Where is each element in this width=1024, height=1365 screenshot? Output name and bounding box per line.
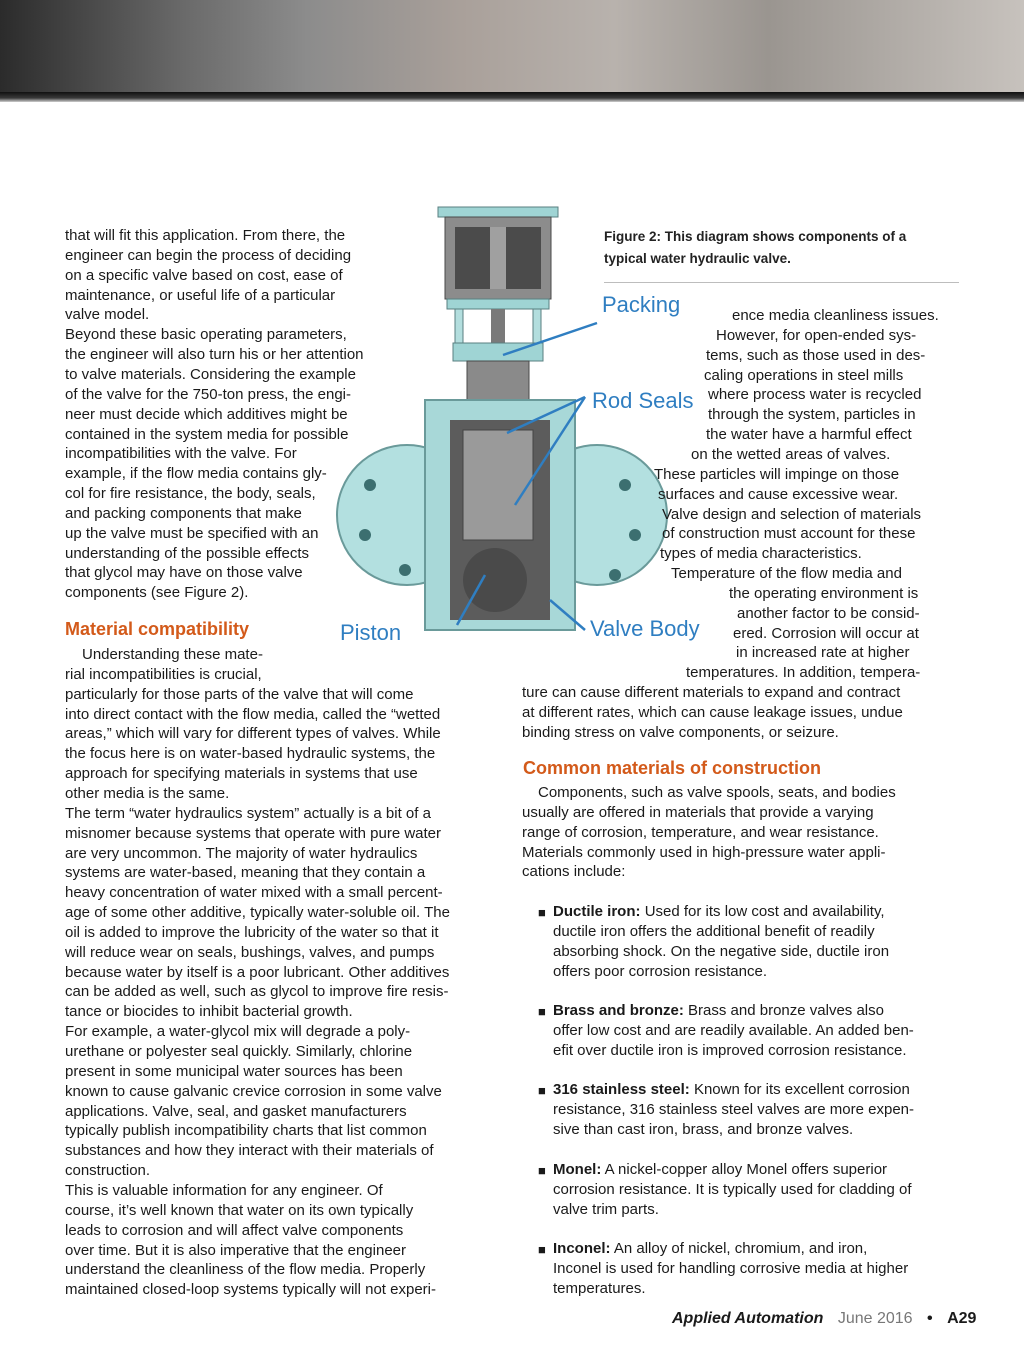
text-line: temperatures. In addition, tempera- xyxy=(686,664,921,682)
text-line: construction. xyxy=(65,1162,151,1180)
text-line: the operating environment is xyxy=(729,584,919,602)
callout-piston: Piston xyxy=(340,620,402,645)
header-photo-edge xyxy=(0,92,1024,102)
actuator-base xyxy=(447,299,549,309)
text-line: that will fit this application. From there, the xyxy=(65,227,346,244)
text-line: to valve materials. Considering the example xyxy=(65,365,356,383)
bullet-text-line: temperatures. xyxy=(553,1279,646,1297)
text-line: The term “water hydraulics system” actually is a bit of a xyxy=(65,804,431,822)
text-line: another factor to be consid- xyxy=(737,604,920,622)
text-line: components (see Figure 2). xyxy=(65,584,249,602)
text-line: Beyond these basic operating parameters, xyxy=(65,326,347,344)
footer-date: June 2016 xyxy=(837,1310,913,1327)
bullet-term: 316 stainless steel: xyxy=(553,1081,690,1098)
callout-rod-seals: Rod Seals xyxy=(592,388,694,413)
text-line: over time. But it is also imperative that the engineer xyxy=(65,1241,407,1259)
text-line: urethane or polyester seal quickly. Similarly, chlorine xyxy=(65,1043,413,1060)
callout-valve-body: Valve Body xyxy=(590,616,700,641)
text-line: These particles will impinge on those xyxy=(654,465,900,483)
bullet-marker: ■ xyxy=(538,905,546,920)
text-line: typically publish incompatibility charts that list common xyxy=(65,1122,427,1140)
text-line: course, it’s well known that water on its own typically xyxy=(65,1201,414,1219)
text-line: the water have a harmful effect xyxy=(706,426,912,444)
bullet-description: An alloy of nickel, chromium, and iron, xyxy=(613,1240,868,1257)
text-line: will reduce wear on seals, bushings, valves, and pumps xyxy=(65,943,435,961)
bullet-term: Inconel: xyxy=(553,1240,611,1257)
text-line: leads to corrosion and will affect valve components xyxy=(65,1221,404,1239)
text-line: Components, such as valve spools, seats, and bodies xyxy=(538,784,896,801)
text-line: in increased rate at higher xyxy=(736,644,910,662)
bullet-text-line: offers poor corrosion resistance. xyxy=(553,962,767,980)
bullet-marker: ■ xyxy=(538,1004,546,1019)
text-line: tance or biocides to inhibit bacterial growth. xyxy=(65,1003,353,1021)
bullet-text-line: corrosion resistance. It is typically used for cladding of xyxy=(553,1180,912,1198)
text-line: areas,” which will vary for different types of valves. While xyxy=(65,725,441,743)
heading-material-compatibility: Material compatibility xyxy=(65,619,250,639)
text-line: other media is the same. xyxy=(65,784,230,802)
figure-caption-line-2: typical water hydraulic valve. xyxy=(604,251,791,266)
text-line: Materials commonly used in high-pressure water appli- xyxy=(522,843,886,861)
valve-cutaway-figure xyxy=(335,205,705,665)
page-footer xyxy=(672,1310,976,1328)
piston-cylinder xyxy=(463,430,533,540)
bullet-marker: ■ xyxy=(538,1242,546,1257)
text-line: up the valve must be specified with an xyxy=(65,524,319,542)
text-line: understand the cleanliness of the flow media. Properly xyxy=(65,1261,426,1279)
bullet-text-line: absorbing shock. On the negative side, ductile iron xyxy=(553,942,890,960)
text-line: ered. Corrosion will occur at xyxy=(733,624,919,642)
text-line: ture can cause different materials to expand and contract xyxy=(522,684,901,702)
text-line: on a specific valve based on cost, ease of xyxy=(65,266,343,284)
text-line: of the valve for the 750-ton press, the engi- xyxy=(65,385,352,403)
text-line: range of corrosion, temperature, and wear resistance. xyxy=(522,823,879,841)
text-line: Understanding these mate- xyxy=(82,646,263,663)
bullet-text-line: valve trim parts. xyxy=(553,1200,659,1218)
text-line: misnomer because systems that operate with pure water xyxy=(65,824,442,842)
heading-common-materials: Common materials of construction xyxy=(523,758,822,778)
text-line: col for fire resistance, the body, seals, xyxy=(65,485,316,503)
text-line: particularly for those parts of the valve that will come xyxy=(65,685,414,703)
bullet-text-line: resistance, 316 stainless steel valves are more expen- xyxy=(553,1100,915,1118)
text-line: This is valuable information for any engineer. Of xyxy=(65,1181,383,1199)
text-line: the engineer will also turn his or her attention xyxy=(65,346,364,364)
text-line: surfaces and cause excessive wear. xyxy=(658,485,899,503)
text-line: age of some other additive, typically water-soluble oil. The xyxy=(65,904,450,922)
bullet-text-line xyxy=(553,1160,887,1180)
text-line: types of media characteristics. xyxy=(660,545,862,563)
text-line: substances and how they interact with their materials of xyxy=(65,1142,434,1160)
text-line: Valve design and selection of materials xyxy=(662,505,922,523)
text-line: applications. Valve, seal, and gasket manufacturers xyxy=(65,1102,407,1120)
text-line: neer must decide which additives might be xyxy=(65,405,348,423)
callout-packing: Packing xyxy=(602,292,681,317)
text-line: valve model. xyxy=(65,306,150,324)
text-line: and packing components that make xyxy=(65,504,302,522)
bullet-text-line xyxy=(553,1001,884,1021)
text-line: approach for specifying materials in systems that use xyxy=(65,765,418,783)
text-line: understanding of the possible effects xyxy=(65,544,310,562)
text-line: oil is added to improve the lubricity of the water so that it xyxy=(65,923,439,941)
text-line: caling operations in steel mills xyxy=(704,366,904,384)
text-line: that glycol may have on those valve xyxy=(65,564,303,582)
text-line: present in some municipal water sources has been xyxy=(65,1062,403,1080)
text-line: known to cause galvanic crevice corrosion in some valve xyxy=(65,1082,442,1100)
bullet-text-line xyxy=(553,902,885,922)
text-line: contained in the system media for possible xyxy=(65,425,349,443)
bullet-term: Monel: xyxy=(553,1161,602,1178)
bullet-text-line xyxy=(553,1239,867,1259)
text-line: For example, a water-glycol mix will degrade a poly- xyxy=(65,1023,411,1041)
text-line: are very uncommon. The majority of water hydraulics xyxy=(65,844,418,862)
text-line: However, for open-ended sys- xyxy=(716,326,917,344)
text-line: example, if the flow media contains gly- xyxy=(65,465,327,483)
bullet-text-line: offer low cost and are readily available. An added ben- xyxy=(553,1021,914,1039)
bullet-description: A nickel-copper alloy Monel offers superior xyxy=(604,1161,888,1178)
text-line: rial incompatibilities is crucial, xyxy=(65,665,262,683)
footer-page-number: A29 xyxy=(947,1310,977,1327)
actuator-cap xyxy=(438,207,558,217)
text-line: usually are offered in materials that provide a varying xyxy=(522,803,874,821)
header-photo-banner xyxy=(0,0,1024,100)
text-line: the focus here is on water-based hydraulic systems, the xyxy=(65,745,436,763)
caption-divider xyxy=(604,282,959,283)
text-line: at different rates, which can cause leakage issues, undue xyxy=(522,704,903,721)
text-line: binding stress on valve components, or seizure. xyxy=(522,723,839,741)
figure-caption-line-1: Figure 2: This diagram shows components of a xyxy=(604,229,907,244)
text-line: systems are water-based, meaning that they contain a xyxy=(65,864,426,882)
text-line: where process water is recycled xyxy=(708,386,922,404)
text-line: can be added as well, such as glycol to improve fire resis- xyxy=(65,983,449,1001)
bullet-text-line: Inconel is used for handling corrosive media at higher xyxy=(553,1259,909,1277)
bullet-description: Known for its excellent corrosion xyxy=(693,1081,910,1098)
text-line: tems, such as those used in des- xyxy=(706,346,926,364)
footer-publication: Applied Automation xyxy=(672,1310,824,1327)
text-line: maintenance, or useful life of a particular xyxy=(65,286,336,304)
text-line: engineer can begin the process of deciding xyxy=(65,246,352,264)
bullet-description: Used for its low cost and availability, xyxy=(644,903,885,920)
bullet-description: Brass and bronze valves also xyxy=(688,1002,884,1019)
text-line: cations include: xyxy=(522,863,626,881)
text-line: because water by itself is a poor lubricant. Other additives xyxy=(65,963,450,981)
text-line: ence media cleanliness issues. xyxy=(732,307,939,324)
text-line: of construction must account for these xyxy=(662,525,916,543)
text-line: maintained closed-loop systems typically will not experi- xyxy=(65,1281,436,1299)
footer-separator: • xyxy=(927,1310,933,1327)
bullet-text-line: ductile iron offers the additional benefit of readily xyxy=(553,922,875,940)
text-line: on the wetted areas of valves. xyxy=(691,445,891,463)
bullet-text-line: efit over ductile iron is improved corrosion resistance. xyxy=(553,1041,907,1059)
piston-head xyxy=(463,548,527,612)
bullet-term: Ductile iron: xyxy=(553,903,641,920)
bullet-text-line: sive than cast iron, brass, and bronze valves. xyxy=(553,1120,854,1138)
text-line: Temperature of the flow media and xyxy=(671,565,902,583)
text-line: incompatibilities with the valve. For xyxy=(65,445,297,463)
bullet-marker: ■ xyxy=(538,1083,546,1098)
text-line: heavy concentration of water mixed with a small percent- xyxy=(65,884,443,902)
text-line: through the system, particles in xyxy=(708,406,916,424)
text-line: into direct contact with the flow media, called the “wetted xyxy=(65,705,441,723)
bullet-text-line xyxy=(553,1080,910,1100)
bullet-marker: ■ xyxy=(538,1163,546,1178)
bullet-term: Brass and bronze: xyxy=(553,1002,684,1019)
